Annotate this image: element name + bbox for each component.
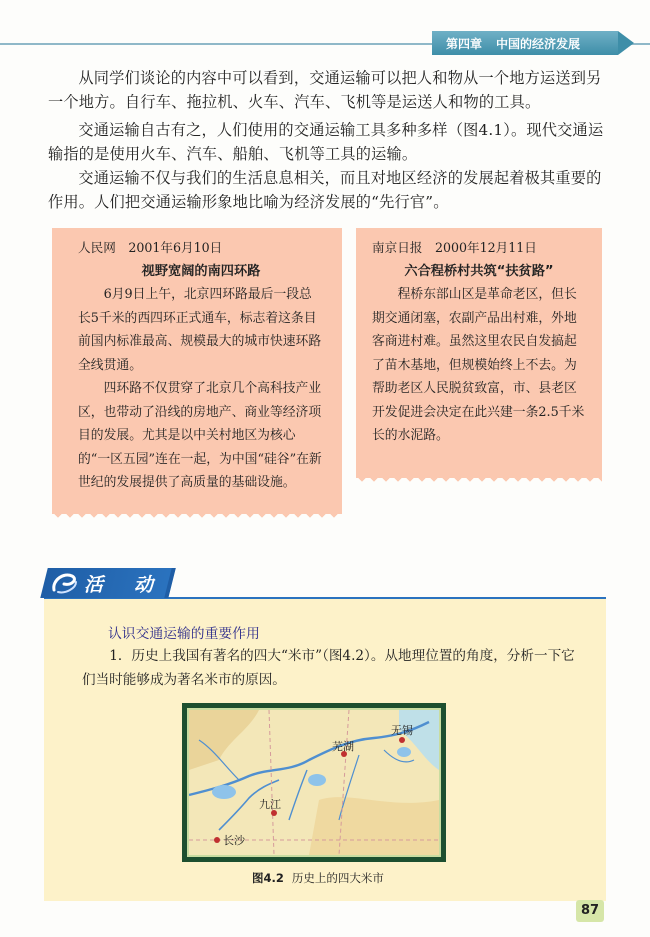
city-label: 芜湖 xyxy=(332,740,354,753)
activity-heading: 认识交通运输的重要作用 xyxy=(108,626,260,642)
news-box-left xyxy=(52,228,342,514)
news-source: 南京日报 2000年12月11日 xyxy=(372,240,537,255)
map-image xyxy=(189,710,439,855)
body-paragraph-1: 从同学们谈论的内容中可以看到，交通运输可以把人和物从一个地方运送到另一个地方。自行车、拖拉机、火车、汽车、飞机等是运送人和物的工具。 xyxy=(48,69,602,111)
city-dot-changsha xyxy=(214,837,220,843)
news-paragraph: 程桥东部山区是革命老区，但长期交通闭塞，农副产品出村难，外地客商进村难。虽然这里农民自发搞起了苗木基地，但规模始终上不去。为帮助老区人民脱贫致富，市、县老区开发促进会决定在此兴建一条2.5千米长的水泥路。 xyxy=(372,287,585,443)
city-dot-wuxi xyxy=(399,737,405,743)
map-frame xyxy=(187,708,441,857)
news-box-left-torn-edge xyxy=(52,512,342,528)
city-label: 无锡 xyxy=(391,724,413,737)
figure-title: 历史上的四大米市 xyxy=(291,871,384,885)
news-source: 人民网 2001年6月10日 xyxy=(78,240,223,255)
city-label: 九江 xyxy=(259,798,281,811)
header-arrow-icon xyxy=(618,31,634,55)
rice-market-map xyxy=(182,703,446,862)
body-paragraph-3: 交通运输不仅与我们的生活息息相关，而且对地区经济的发展起着极其重要的作用。人们把交通运输形象地比喻为经济发展的“先行官”。 xyxy=(48,169,602,211)
news-paragraph: 四环路不仅贯穿了北京几个高科技产业区，也带动了沿线的房地产、商业等经济项目的发展。尤其是以中关村地区为核心的“一区五园”连在一起，为中国“硅谷”在新世纪的发展提供了高质量的基础设施。 xyxy=(78,381,322,490)
news-box-right xyxy=(356,228,602,478)
chapter-title: 中国的经济发展 xyxy=(496,36,581,51)
news-paragraph: 6月9日上午，北京四环路最后一段总长5千米的西四环正式通车，标志着这条目前国内标准最高、规模最大的城市快速环路全线贯通。 xyxy=(78,287,322,373)
activity-label: 活 动 xyxy=(84,574,160,596)
news-box-right-torn-edge xyxy=(356,476,602,492)
figure-number: 图4.2 xyxy=(252,871,284,885)
news-title: 视野宽阔的南四环路 xyxy=(141,263,261,279)
page-number: 87 xyxy=(576,900,604,922)
map-caption xyxy=(252,870,384,886)
news-title: 六合程桥村共筑“扶贫路” xyxy=(404,263,554,279)
chapter-header xyxy=(432,31,618,55)
chapter-number: 第四章 xyxy=(446,36,483,51)
city-label: 长沙 xyxy=(223,834,245,847)
activity-swirl-icon xyxy=(50,570,80,596)
activity-question: 1．历史上我国有著名的四大“米市”（图4.2）。从地理位置的角度，分析一下它们当时能够成为著名米市的原因。 xyxy=(82,648,575,688)
body-paragraph-2: 交通运输自古有之，人们使用的交通运输工具多种多样（图4.1）。现代交通运输指的是使用火车、汽车、船舶、飞机等工具的运输。 xyxy=(48,121,604,163)
